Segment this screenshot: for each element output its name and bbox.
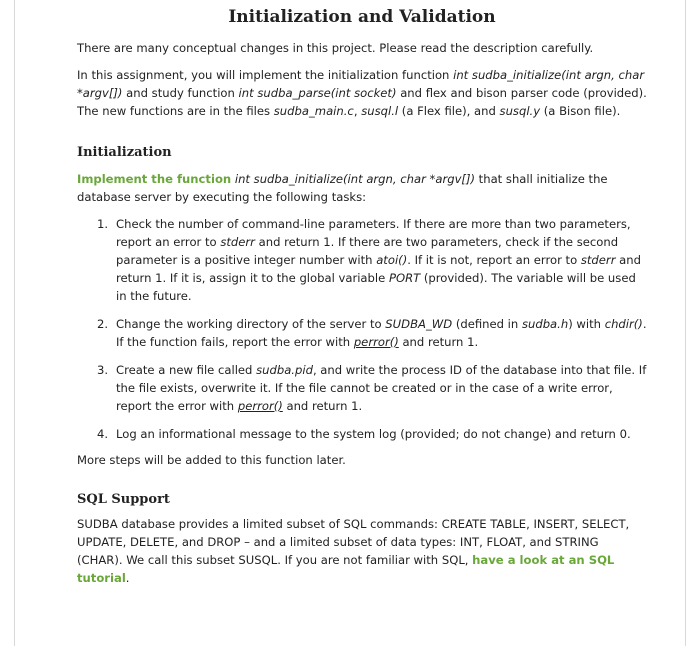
sql-paragraph bbox=[77, 515, 647, 587]
text-run: ) with bbox=[568, 317, 605, 331]
text-run: . If the function fails, report the error with bbox=[116, 317, 647, 349]
code-chdir: chdir() bbox=[604, 317, 643, 331]
list-item bbox=[77, 361, 647, 415]
list-number: 4. bbox=[97, 427, 109, 441]
task-list bbox=[77, 215, 647, 443]
code-sudba-h: sudba.h bbox=[521, 317, 569, 331]
code-sudba-pid: sudba.pid bbox=[256, 363, 313, 377]
list-number: 3. bbox=[97, 363, 109, 377]
text-run: (a Bison file). bbox=[540, 104, 621, 118]
document-card bbox=[14, 0, 686, 646]
text-run: Log an informational message to the system log (provided; do not change) and return 0. bbox=[116, 427, 631, 441]
text-run: and return 1. bbox=[282, 399, 363, 413]
text-run: In this assignment, you will implement the initialization function bbox=[77, 68, 454, 82]
code-port: PORT bbox=[388, 271, 421, 285]
page-title: Initialization and Validation bbox=[228, 7, 496, 27]
code-bison-file: susql.y bbox=[499, 104, 541, 118]
text-run: and return 1. If it is, assign it to the global variable bbox=[116, 253, 641, 285]
text-run: , bbox=[353, 104, 362, 118]
text-run: (provided). The variable will be used in the future. bbox=[116, 271, 636, 303]
list-item bbox=[77, 215, 647, 305]
code-parse-signature: int sudba_parse(int socket) bbox=[238, 86, 397, 100]
section-heading-sql-support: SQL Support bbox=[77, 492, 170, 507]
text-run: and return 1. bbox=[398, 335, 479, 349]
list-item bbox=[77, 315, 647, 351]
initialization-intro bbox=[77, 170, 647, 206]
text-run: SUDBA database provides a limited subset of SQL commands: CREATE TABLE, INSERT, SELECT, UPDATE, DELETE, and DROP – and a limited subset of data types: INT, FLOAT, and STRING (CHAR). We call this subset SUSQL. If you are not familiar with SQL, bbox=[77, 517, 630, 567]
code-stderr: stderr bbox=[220, 235, 255, 249]
text-run: . If it is not, report an error to bbox=[407, 253, 581, 267]
text-run: , and write the process ID of the database into that file. If the file exists, overwrite it. If the file cannot be created or in the case of a write error, report the error with bbox=[116, 363, 647, 413]
text-run: Check the number of command-line parameters. If there are more than two parameters, report an error to bbox=[116, 217, 631, 249]
text-run: and flex and bison parser code (provided). The new functions are in the files bbox=[77, 86, 647, 118]
text-run: (defined in bbox=[452, 317, 522, 331]
text-run: that shall initialize the database server by executing the following tasks: bbox=[77, 172, 608, 204]
code-sudba-wd: SUDBA_WD bbox=[385, 317, 453, 331]
code-atoi: atoi() bbox=[376, 253, 408, 267]
text-run: . bbox=[125, 571, 130, 585]
more-steps-note: More steps will be added to this function later. bbox=[77, 453, 346, 467]
assignment-paragraph bbox=[77, 66, 647, 120]
list-number: 2. bbox=[97, 317, 109, 331]
list-number: 1. bbox=[97, 217, 109, 231]
perror-link[interactable]: perror() bbox=[353, 335, 399, 349]
document-content bbox=[77, 0, 647, 587]
text-run: (a Flex file), and bbox=[398, 104, 500, 118]
intro-paragraph: There are many conceptual changes in this project. Please read the description carefully. bbox=[77, 41, 594, 55]
text-run: and study function bbox=[122, 86, 239, 100]
text-run: Change the working directory of the server to bbox=[116, 317, 386, 331]
perror-link[interactable]: perror() bbox=[237, 399, 283, 413]
code-stderr: stderr bbox=[580, 253, 616, 267]
section-heading-initialization: Initialization bbox=[77, 145, 172, 160]
text-run: Create a new file called bbox=[116, 363, 257, 377]
code-initialize-signature: int sudba_initialize(int argn, char *argv[]) bbox=[77, 68, 645, 100]
sql-tutorial-link[interactable]: have a look at an SQL tutorial bbox=[77, 553, 615, 585]
code-main-file: sudba_main.c bbox=[273, 104, 354, 118]
list-item bbox=[77, 425, 647, 443]
text-run: and return 1. If there are two parameters, check if the second parameter is a positive integer number with bbox=[116, 235, 619, 267]
code-flex-file: susql.l bbox=[361, 104, 399, 118]
implement-function-link[interactable]: Implement the function bbox=[77, 172, 232, 186]
code-initialize-signature: int sudba_initialize(int argn, char *argv[]) bbox=[234, 172, 475, 186]
